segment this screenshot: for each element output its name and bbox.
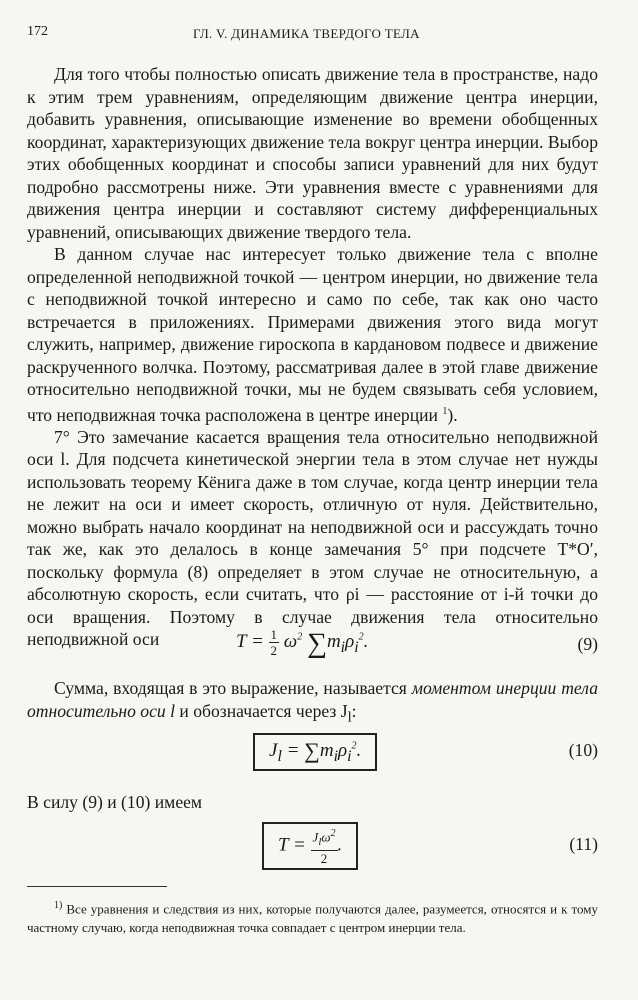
paragraph-1: Для того чтобы полностью описать движение тела в пространстве, надо к этим трем уравнениям, определяющим движение центра инерции, добавить уравнения, описывающие изменение во времени обобщенных координат, характеризующих движение тела вокруг центра инерции. Выбор этих обобщенных координат и способы записи уравнений для них будут подробно рассмотрены ниже. Эти уравнения вместе с уравнениями для движения центра инерции и составляют систему дифференциальных уравнений, описывающих движение твердого тела.	[27, 64, 598, 242]
footnote	[27, 896, 598, 937]
defined-term: моментом инерции тела относительно оси l	[27, 678, 598, 721]
equation-11-formula: T = $\frac{J_l\omega^2}{2}$ .	[262, 822, 358, 870]
paragraph-3: 7° Это замечание касается вращения тела относительно неподвижной оси l. Для подсчета кинетической энергии тела в этом случае нет нужды использовать теорему Кёнига даже в том случае, когда центр инерции тела не лежит на оси и имеет скорость, отличную от нуля. Действительно, можно выбрать начало координат на неподвижной оси и рассуждать точно так же, как это делалось в конце замечания 5° при подсчете T*O′, поскольку формула (8) определяет в этом случае не относительную, а абсолютную скорость, если считать, что ρi — расстояние от i-й точки до оси вращения. Поэтому в случае движения тела относительно неподвижной оси	[27, 426, 598, 650]
footnote-text: Все уравнения и следствия из них, которые получаются далее, разумеется, относятся и к тому частному случаю, когда неподвижная точка совпадает с центром инерции тела.	[27, 901, 598, 936]
equation-9-formula: T = $\frac{1}{2}$ $\omega^2$ $\sum m_i\rho_i^2$.	[236, 627, 369, 659]
page-header	[27, 24, 598, 46]
equation-10-number: (10)	[568, 740, 598, 760]
footnote-ref: 1	[442, 405, 448, 417]
chapter-title: ГЛ. V. ДИНАМИКА ТВЕРДОГО ТЕЛА	[193, 26, 420, 41]
main-text	[27, 63, 598, 651]
page-number: 172	[27, 24, 48, 39]
footnote-divider	[27, 886, 167, 887]
paragraph-2: В данном случае нас интересует только движение тела с вполне определенной неподвижной точкой — центром инерции, но движение тела с неподвижной точкой интересно и само по себе, так как оно часто встречается в приложениях. Примерами движения этого вида могут служить, например, движение гироскопа в кардановом подвесе и движение раскрученного волчка. Поэтому, рассматривая далее в этой главе движение относительно неподвижной точки, мы не будем связывать себя условием, что неподвижная точка расположена в центре инерции $^1$).	[27, 244, 598, 425]
paragraph-5: В силу (9) и (10) имеем	[27, 792, 203, 812]
equation-10-formula: $J_l = \sum m_i\rho_i^2$.	[253, 733, 377, 771]
paragraph-4: Сумма, входящая в это выражение, называется моментом инерции тела относительно оси l и обозначается через $J_l$:	[27, 678, 598, 726]
footnote-mark: 1)	[54, 900, 63, 911]
equation-11-number: (11)	[569, 834, 598, 854]
equation-9-number: (9)	[577, 634, 598, 654]
